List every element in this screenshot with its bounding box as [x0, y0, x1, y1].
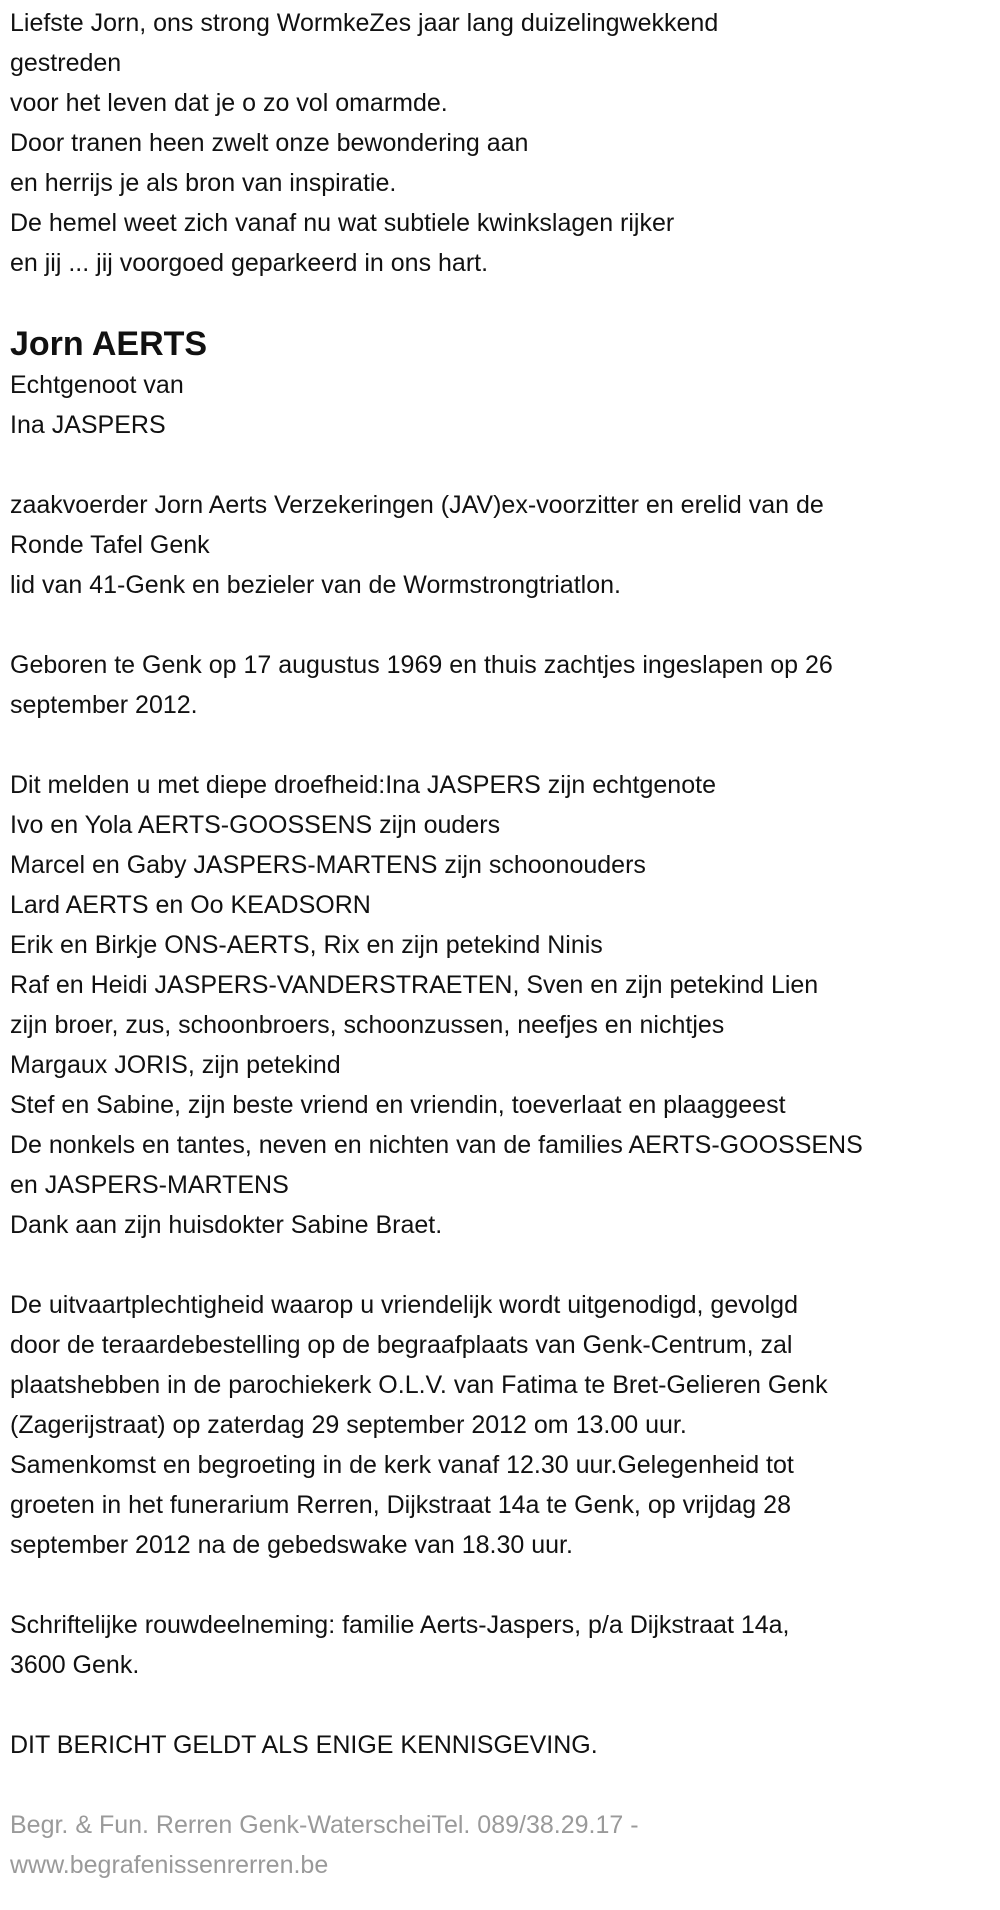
poem-line: De hemel weet zich vanaf nu wat subtiele kwinkslagen rijker	[10, 209, 675, 237]
family-line: zijn broer, zus, schoonbroers, schoonzussen, neefjes en nichtjes	[10, 1011, 725, 1039]
poem-line: Liefste Jorn, ons strong WormkeZes jaar lang duizelingwekkend	[10, 9, 719, 37]
condolence-address	[10, 1605, 1000, 1685]
poem	[10, 3, 1000, 283]
dates	[10, 645, 1000, 725]
ceremony-line: (Zagerijstraat) op zaterdag 29 september 2012 om 13.00 uur.	[10, 1411, 687, 1439]
funeral-home-website[interactable]: www.begrafenissenrerren.be	[10, 1851, 329, 1879]
ceremony-line: Samenkomst en begroeting in de kerk vanaf 12.30 uur.Gelegenheid tot	[10, 1451, 794, 1479]
ceremony-info	[10, 1285, 1000, 1565]
family-line: Dit melden u met diepe droefheid:Ina JASPERS zijn echtgenote	[10, 771, 716, 799]
poem-line: Door tranen heen zwelt onze bewondering aan	[10, 129, 529, 157]
family-list	[10, 765, 1000, 1245]
ceremony-line: groeten in het funerarium Rerren, Dijkstraat 14a te Genk, op vrijdag 28	[10, 1491, 791, 1519]
ceremony-line: plaatshebben in de parochiekerk O.L.V. van Fatima te Bret-Gelieren Genk	[10, 1371, 828, 1399]
dates-line: Geboren te Genk op 17 augustus 1969 en thuis zachtjes ingeslapen op 26	[10, 651, 833, 679]
family-line: en JASPERS-MARTENS	[10, 1171, 289, 1199]
family-line: Dank aan zijn huisdokter Sabine Braet.	[10, 1211, 443, 1239]
footer	[10, 1805, 1000, 1885]
dates-line: september 2012.	[10, 691, 198, 719]
family-line: Margaux JORIS, zijn petekind	[10, 1051, 341, 1079]
family-line: Stef en Sabine, zijn beste vriend en vriendin, toeverlaat en plaaggeest	[10, 1091, 786, 1119]
poem-line: voor het leven dat je o zo vol omarmde.	[10, 89, 448, 117]
deceased-name: Jorn AERTS	[10, 325, 208, 363]
funeral-home-info: Begr. & Fun. Rerren Genk-WaterscheiTel. 089/38.29.17 -	[10, 1811, 639, 1839]
spouse-label: Echtgenoot van	[10, 371, 184, 399]
condolence-line: Schriftelijke rouwdeelneming: familie Aerts-Jaspers, p/a Dijkstraat 14a,	[10, 1611, 790, 1639]
notice: DIT BERICHT GELDT ALS ENIGE KENNISGEVING.	[10, 1731, 598, 1759]
poem-line: en herrijs je als bron van inspiratie.	[10, 169, 397, 197]
ceremony-line: De uitvaartplechtigheid waarop u vriendelijk wordt uitgenodigd, gevolgd	[10, 1291, 798, 1319]
family-line: Erik en Birkje ONS-AERTS, Rix en zijn petekind Ninis	[10, 931, 603, 959]
role-line: zaakvoerder Jorn Aerts Verzekeringen (JAV)ex-voorzitter en erelid van de	[10, 491, 824, 519]
family-line: De nonkels en tantes, neven en nichten van de families AERTS-GOOSSENS	[10, 1131, 863, 1159]
roles	[10, 485, 1000, 605]
family-line: Ivo en Yola AERTS-GOOSSENS zijn ouders	[10, 811, 501, 839]
family-line: Raf en Heidi JASPERS-VANDERSTRAETEN, Sven en zijn petekind Lien	[10, 971, 819, 999]
ceremony-line: door de teraardebestelling op de begraafplaats van Genk-Centrum, zal	[10, 1331, 793, 1359]
poem-line: gestreden	[10, 49, 122, 77]
role-line: Ronde Tafel Genk	[10, 531, 210, 559]
spouse-name: Ina JASPERS	[10, 411, 166, 439]
family-line: Marcel en Gaby JASPERS-MARTENS zijn schoonouders	[10, 851, 646, 879]
ceremony-line: september 2012 na de gebedswake van 18.30 uur.	[10, 1531, 573, 1559]
poem-line: en jij ... jij voorgoed geparkeerd in ons hart.	[10, 249, 489, 277]
role-line: lid van 41-Genk en bezieler van de Wormstrongtriatlon.	[10, 571, 621, 599]
family-line: Lard AERTS en Oo KEADSORN	[10, 891, 371, 919]
condolence-line: 3600 Genk.	[10, 1651, 140, 1679]
